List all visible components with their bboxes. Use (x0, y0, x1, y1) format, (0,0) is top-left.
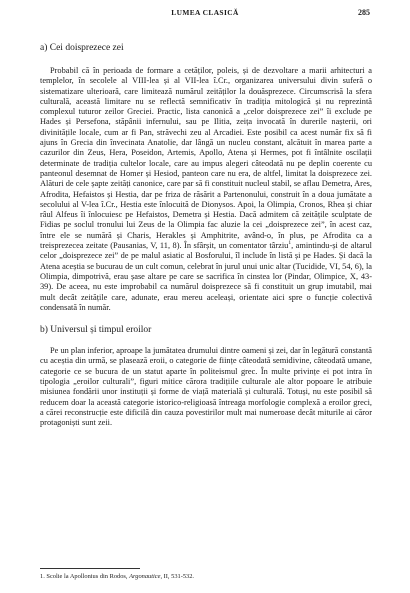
paragraph-text-part-2: , amintindu-și de altarul celor „doisprezece zei” de pe malul asiatic al Bosforului, îl include în listă și pe Hades. Și dacă la Atena aceștia se bucurau de un cult comun, celebrat în jurul unui unic altar (Tucidide, VI, 54, 6), la Olimpia, dimpotrivă, erau șase altare pe care se sacrifica în cinstea lor (Pindar, Olimpice, X, 43-39). De aceea, nu este improbabil ca numărul doisprezece să fi constituit un grup imutabil, mai mult decât zeitățile care, adunate, erau mereu aceleași, orientate aici spre o funcție colectivă condensată în număr. (40, 241, 372, 312)
footnote-reference[interactable]: 1 (288, 240, 292, 247)
section-title-b: b) Universul și timpul eroilor (40, 325, 152, 336)
page-number: 285 (358, 8, 370, 17)
section-title-a: a) Cei doisprezece zei (40, 43, 124, 53)
paragraph-heroes: Pe un plan inferior, aproape la jumătatea drumului dintre oameni și zei, dar în legătură constantă cu aceștia din urmă, se plasează eroii, o categorie de ființe câteodată semidivine, câteodată umane, categorie ce se bucura de un statut aparte în politeismul grec. În multe privințe ei pot intra în tipologia „eroilor culturali”, figuri mitice cărora tradițiile culturale ale altor popoare le atribuie misiunea fondării unor instituții și forme de viață materială și culturală. Totuși, nu este posibil să reducem doar la această categorie istorico-religioasă întreaga morfologie complexă a eroilor greci, a cărei reconstrucție este dificilă din cauza povestirilor mult mai numeroase decât miturile ai căror protagoniști sunt zeii. (40, 346, 372, 428)
paragraph-twelve-gods (40, 66, 372, 313)
running-title: LUMEA CLASICĂ (171, 8, 239, 17)
paragraph-text-part-1: Probabil că în perioada de formare a cetăților, poleis, și de dezvoltare a marii arhitecturi a templelor, în secolele al VIII-lea și al VII-lea î.Cr., organizarea universului divin suferă o sistematizare ulterioară, care limitează numărul zeităților la douăsprezece. Circumscrisă la sfera culturală, această limitare nu se reflectă semnificativ în tradiția mitologică și nu reprezintă complexul tuturor zeilor Greciei. Practic, lista canonică a „celor doisprezece zei” îi exclude pe Hades și Persefona, stăpânii infernului, sau pe Ilitia, zeița invocată în durerile nașterii, ori divinitățile locale, cum ar fi Pan, străvechi zeu al Arcadiei. Este posibil ca acest număr fix să fi ajuns în Grecia din învecinata Anatolie, dar lângă un nucleu constant, alcătuit în marea parte a cazurilor din Zeus, Hera, Poseidon, Artemis, Apollo, Atena și Hermes, pot fi întâlnite oscilații determinate de tradiția cultelor locale, care au impus alegeri câteodată nu pe deplin coerente cu panteonul desemnat de Homer și Hesiod, panteon care nu era, de altfel, limitat la doisprezece zei. Alături de cele șapte zeități canonice, care par să fi constituit nucleul stabil, se aflau Demetra, Ares, Afrodita, Hefaistos și Hestia, dar pe friza de răsărit a Partenonului, construit în a doua jumătate a secolului al V-lea î.Cr., Hestia este înlocuită de Dionysos. Apoi, la Olimpia, Cronos, Rhea și chiar râul Alfeus îi înlocuiesc pe Hefaistos, Demetra și Hestia. Dacă admitem că zeitățile sculptate de Fidias pe soclul tronului lui Zeus de la Olimpia fac aluzie la cei „doisprezece zei”, în acest caz, între ele se numără și Charis, Herakles și Amphitrite, având-o, în plus, pe Afrodita ca a treisprezecea zeitate (Pausanias, V, 11, 8). În sfârșit, un comentator târziu (40, 66, 372, 251)
page-body (40, 30, 372, 429)
footnote-prefix: 1. Scolie la Apollonius din Rodos, (40, 573, 130, 580)
footnote-suffix: , II, 531-532. (160, 573, 195, 580)
footnote-rule (40, 568, 140, 569)
running-header (40, 8, 370, 22)
footnote-book-title: Argonautice (129, 573, 161, 580)
footnote (40, 573, 372, 581)
